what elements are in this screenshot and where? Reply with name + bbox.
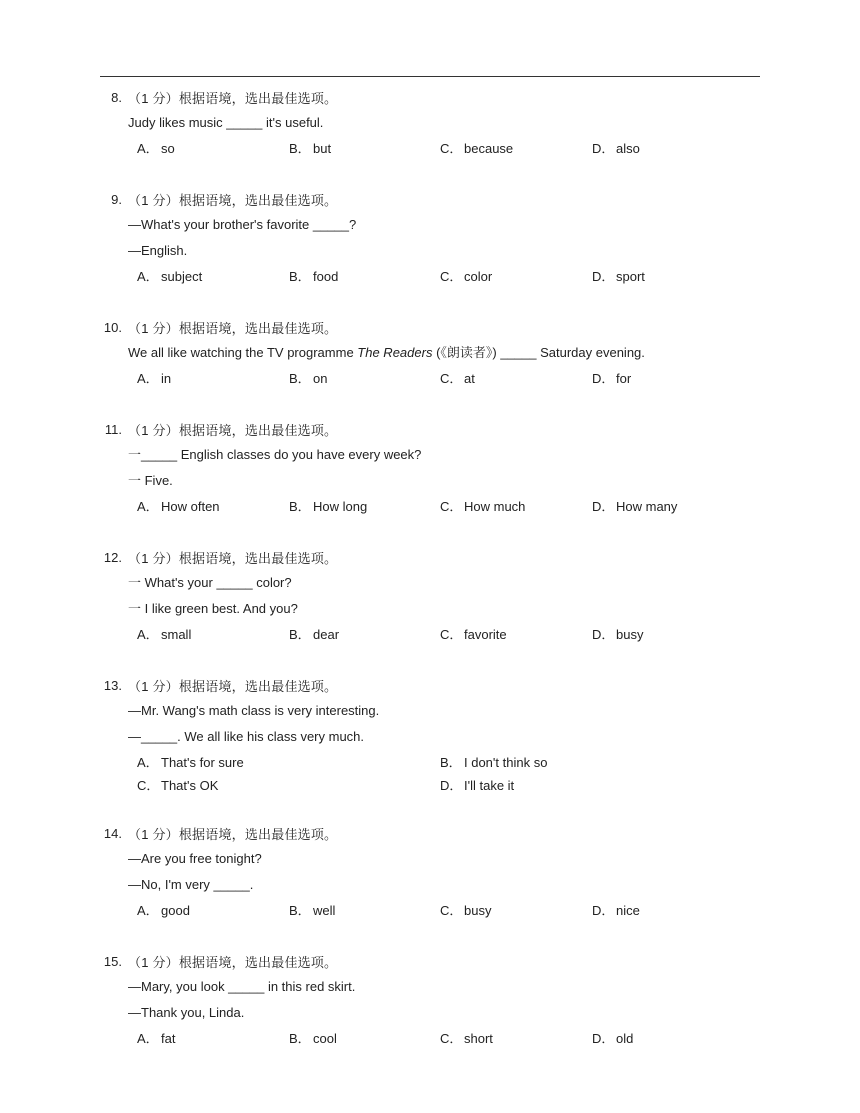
question-instruction: （1 分）根据语境，选出最佳选项。 [128, 550, 338, 566]
option-c[interactable]: C． at [440, 371, 475, 386]
options-row [0, 898, 860, 924]
dialogue-line: 一 What's your _____ color? [128, 575, 292, 590]
option-a[interactable]: A． so [137, 141, 175, 156]
option-c[interactable]: C． That's OK [137, 778, 219, 793]
option-a[interactable]: A． small [137, 627, 192, 642]
option-b[interactable]: B． How long [289, 499, 368, 514]
option-b[interactable]: B． cool [289, 1031, 337, 1046]
page-top-rule [100, 76, 760, 77]
option-a[interactable]: A． subject [137, 269, 203, 284]
dialogue-line: —What's your brother's favorite _____? [128, 217, 357, 232]
question-stem: We all like watching the TV programme The Readers (《朗读者》) _____ Saturday evening. [128, 345, 645, 360]
question-list [0, 84, 860, 1076]
option-c[interactable]: C． favorite [440, 627, 507, 642]
option-b[interactable]: B． dear [289, 627, 340, 642]
dialogue-line: 一_____ English classes do you have every week? [128, 447, 422, 462]
question-instruction: （1 分）根据语境，选出最佳选项。 [128, 678, 338, 694]
option-d[interactable]: D． for [592, 371, 632, 386]
question-number: 11. [104, 421, 122, 437]
question-instruction: （1 分）根据语境，选出最佳选项。 [128, 422, 338, 438]
question-number: 8. [111, 89, 122, 105]
question-number: 12. [103, 549, 122, 565]
options-row [0, 1026, 860, 1052]
question-stem: Judy likes music _____ it's useful. [128, 115, 324, 130]
question-instruction: （1 分）根据语境，选出最佳选项。 [128, 954, 338, 970]
question-instruction: （1 分）根据语境，选出最佳选项。 [128, 320, 338, 336]
dialogue-line: —English. [128, 243, 188, 258]
dialogue-line: —_____. We all like his class very much. [128, 729, 365, 744]
options-row [0, 622, 860, 648]
question-12 [0, 544, 860, 648]
option-a[interactable]: A． That's for sure [137, 755, 244, 770]
question-instruction: （1 分）根据语境，选出最佳选项。 [128, 90, 338, 106]
option-d[interactable]: D． nice [592, 903, 640, 918]
option-a[interactable]: A． good [137, 903, 190, 918]
option-c[interactable]: C． How much [440, 499, 526, 514]
option-b[interactable]: B． I don't think so [440, 755, 548, 770]
question-14 [0, 820, 860, 924]
option-b[interactable]: B． food [289, 269, 339, 284]
question-number: 10. [103, 319, 122, 335]
question-number: 14. [103, 825, 122, 841]
question-9 [0, 186, 860, 290]
dialogue-line: —Are you free tonight? [128, 851, 262, 866]
option-d[interactable]: D． How many [592, 499, 678, 514]
option-c[interactable]: C． busy [440, 903, 492, 918]
dialogue-line: 一 I like green best. And you? [128, 601, 298, 616]
option-d[interactable]: D． busy [592, 627, 644, 642]
option-b[interactable]: B． but [289, 141, 332, 156]
question-8 [0, 84, 860, 162]
option-d[interactable]: D． sport [592, 269, 645, 284]
option-c[interactable]: C． color [440, 269, 493, 284]
question-10 [0, 314, 860, 392]
question-number: 9. [111, 191, 122, 207]
options-row [0, 494, 860, 520]
option-a[interactable]: A． fat [137, 1031, 176, 1046]
question-11 [0, 416, 860, 520]
option-c[interactable]: C． short [440, 1031, 493, 1046]
question-instruction: （1 分）根据语境，选出最佳选项。 [128, 192, 338, 208]
option-a[interactable]: A． How often [137, 499, 220, 514]
question-15 [0, 948, 860, 1052]
dialogue-line: —No, I'm very _____. [128, 877, 254, 892]
option-a[interactable]: A． in [137, 371, 172, 386]
question-13 [0, 672, 860, 796]
option-b[interactable]: B． on [289, 371, 328, 386]
question-instruction: （1 分）根据语境，选出最佳选项。 [128, 826, 338, 842]
options-row [0, 366, 860, 392]
question-number: 13. [103, 677, 122, 693]
option-d[interactable]: D． old [592, 1031, 634, 1046]
options-row [0, 264, 860, 290]
dialogue-line: —Mr. Wang's math class is very interesting. [128, 703, 380, 718]
question-number: 15. [103, 953, 122, 969]
option-d[interactable]: D． I'll take it [440, 778, 515, 793]
options-grid [0, 750, 860, 796]
programme-title: The Readers [357, 345, 433, 360]
dialogue-line: 一 Five. [128, 473, 173, 488]
dialogue-line: —Thank you, Linda. [128, 1005, 245, 1020]
dialogue-line: —Mary, you look _____ in this red skirt. [128, 979, 356, 994]
option-c[interactable]: C． because [440, 141, 514, 156]
option-d[interactable]: D． also [592, 141, 640, 156]
options-row [0, 136, 860, 162]
option-b[interactable]: B． well [289, 903, 336, 918]
